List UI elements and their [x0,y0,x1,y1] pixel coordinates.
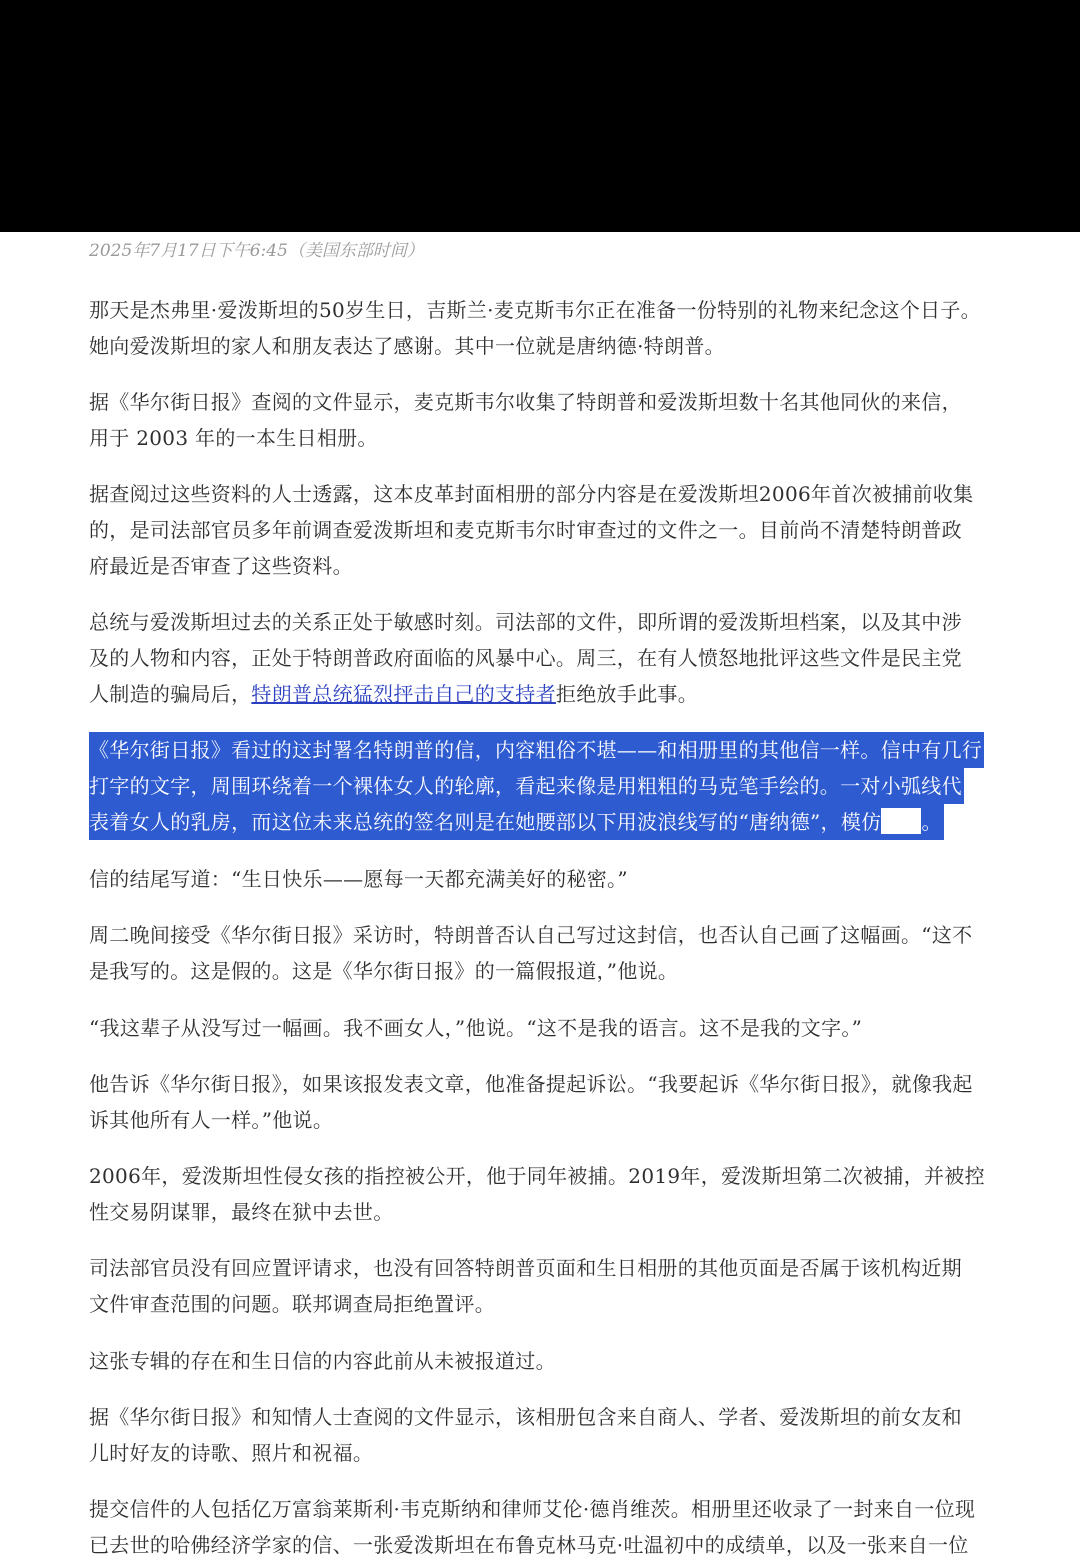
paragraph-2 [89,384,989,456]
selected-text-line[interactable]: 打字的文字，周围环绕着一个裸体女人的轮廓，看起来像是用粗粗的马克笔手绘的。一对小弧线代 [89,768,964,804]
paragraph-4 [89,604,989,712]
article-body [0,232,1080,1560]
article-dateline: 2025年7月17日下午6:45（美国东部时间） [89,241,424,261]
paragraph-7 [89,917,989,989]
paragraph-14 [89,1491,989,1560]
text-line: 2006年，爱泼斯坦性侵女孩的指控被公开，他于同年被捕。2019年，爱泼斯坦第二次被捕，并被控 [89,1164,985,1188]
text-line: 那天是杰弗里·爱泼斯坦的50岁生日，吉斯兰·麦克斯韦尔正在准备一份特别的礼物来纪念这个日子。 [89,298,981,322]
text-segment: 。 [921,810,942,834]
text-segment: 拒绝放手此事。 [555,682,699,706]
text-segment: 表着女人的乳房，而这位未来总统的签名则是在她腰部以下用波浪线写的“唐纳德”，模仿 [89,810,882,834]
paragraph-9 [89,1066,989,1138]
text-line: 总统与爱泼斯坦过去的关系正处于敏感时刻。司法部的文件，即所谓的爱泼斯坦档案，以及其中涉 [89,610,962,634]
trump-supporters-link[interactable]: 特朗普总统猛烈抨击自己的支持者 [251,682,556,706]
selected-text-line[interactable]: 《华尔街日报》看过的这封署名特朗普的信，内容粗俗不堪——和相册里的其他信一样。信中有几行 [89,732,984,768]
text-line: 已去世的哈佛经济学家的信、一张爱泼斯坦在布鲁克林马克·吐温初中的成绩单，以及一张来自一位 [89,1533,969,1557]
text-line: 性交易阴谋罪，最终在狱中去世。 [89,1200,394,1224]
text-line [89,676,989,712]
text-segment: 人制造的骗局后， [89,682,252,706]
paragraph-11 [89,1250,989,1322]
text-line: 信的结尾写道：“生日快乐——愿每一天都充满美好的秘密。” [89,867,628,891]
text-line: 据查阅过这些资料的人士透露，这本皮革封面相册的部分内容是在爱泼斯坦2006年首次被捕前收集 [89,482,974,506]
paragraph-3 [89,476,989,584]
text-line: 及的人物和内容，正处于特朗普政府面临的风暴中心。周三，在有人愤怒地批评这些文件是民主党 [89,646,962,670]
text-line: 府最近是否审查了这些资料。 [89,554,353,578]
paragraph-1 [89,292,989,364]
text-line: “我这辈子从没写过一幅画。我不画女人，”他说。“这不是我的语言。这不是我的文字。” [89,1016,863,1040]
paragraph-5-highlighted [89,732,989,840]
text-line: 据《华尔街日报》查阅的文件显示，麦克斯韦尔收集了特朗普和爱泼斯坦数十名其他同伙的来信， [89,390,962,414]
text-line: 据《华尔街日报》和知情人士查阅的文件显示，该相册包含来自商人、学者、爱泼斯坦的前女友和 [89,1405,962,1429]
redaction-box [881,808,921,834]
text-line: 司法部官员没有回应置评请求，也没有回答特朗普页面和生日相册的其他页面是否属于该机构近期 [89,1256,962,1280]
selected-text-line[interactable] [89,804,944,840]
paragraph-12 [89,1343,989,1379]
text-line: 文件审查范围的问题。联邦调查局拒绝置评。 [89,1292,495,1316]
text-line: 提交信件的人包括亿万富翁莱斯利·韦克斯纳和律师艾伦·德肖维茨。相册里还收录了一封来自一位现 [89,1497,976,1521]
text-line: 是我写的。这是假的。这是《华尔街日报》的一篇假报道，”他说。 [89,959,679,983]
text-line: 她向爱泼斯坦的家人和朋友表达了感谢。其中一位就是唐纳德·特朗普。 [89,334,725,358]
paragraph-13 [89,1399,989,1471]
text-line: 诉其他所有人一样。”他说。 [89,1108,334,1132]
text-line: 周二晚间接受《华尔街日报》采访时，特朗普否认自己写过这封信，也否认自己画了这幅画。“这不 [89,923,973,947]
text-line: 的，是司法部官员多年前调查爱泼斯坦和麦克斯韦尔时审查过的文件之一。目前尚不清楚特朗普政 [89,518,962,542]
text-line: 儿时好友的诗歌、照片和祝福。 [89,1441,374,1465]
text-line: 这张专辑的存在和生日信的内容此前从未被报道过。 [89,1349,556,1373]
paragraph-10 [89,1158,989,1230]
paragraph-6 [89,861,989,897]
text-line: 用于 2003 年的一本生日相册。 [89,426,378,450]
text-line: 他告诉《华尔街日报》，如果该报发表文章，他准备提起诉讼。“我要起诉《华尔街日报》，就像我起 [89,1072,973,1096]
paragraph-8 [89,1010,989,1046]
top-black-bar [0,0,1080,232]
